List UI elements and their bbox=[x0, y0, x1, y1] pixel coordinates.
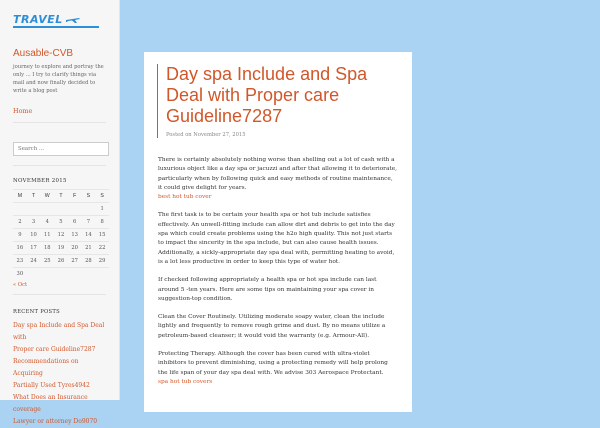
calendar-day: 25 bbox=[40, 255, 54, 268]
post-link[interactable]: spa hot tub covers bbox=[158, 378, 213, 385]
calendar-day: 11 bbox=[40, 229, 54, 242]
divider bbox=[13, 294, 106, 295]
calendar-day bbox=[40, 268, 54, 281]
calendar-day: 30 bbox=[13, 268, 27, 281]
calendar-day: 26 bbox=[54, 255, 68, 268]
airplane-icon bbox=[65, 14, 81, 24]
calendar-day: 27 bbox=[68, 255, 82, 268]
calendar-day: 22 bbox=[95, 242, 109, 255]
calendar-day: 4 bbox=[40, 216, 54, 229]
calendar-weekday: T bbox=[54, 190, 68, 203]
calendar-day: 10 bbox=[27, 229, 41, 242]
calendar-day bbox=[13, 203, 27, 216]
recent-post-link[interactable]: Recommendations on Acquiring bbox=[13, 357, 79, 377]
calendar-day bbox=[82, 268, 96, 281]
recent-posts-title: RECENT POSTS bbox=[13, 308, 61, 315]
paragraph-text: There is certainly absolutely nothing worse than shelling out a lot of cash with a luxurious object like a day spa or jacuzzi and after that allowing it to deteriorate, particularly when by following quick and easy methods of routine maintenance, it could give delight for years. bbox=[158, 157, 398, 191]
calendar-caption: NOVEMBER 2015 bbox=[13, 178, 67, 184]
post-title[interactable]: Day spa Include and Spa Deal with Proper care Guideline7287 bbox=[166, 64, 368, 126]
calendar-day: 7 bbox=[82, 216, 96, 229]
calendar-day bbox=[82, 203, 96, 216]
calendar-day: 21 bbox=[82, 242, 96, 255]
calendar-day: 13 bbox=[68, 229, 82, 242]
paragraph-text: Protecting Therapy. Although the cover has been cured with ultra-violet inhibitors to prevent diminishing, using a protecting remedy will help prolong the life span of your day spa deal with. We advise 303 Aerospace Protectant. bbox=[158, 351, 388, 376]
calendar-day: 6 bbox=[68, 216, 82, 229]
calendar-weekday: S bbox=[82, 190, 96, 203]
calendar bbox=[13, 189, 109, 281]
site-title[interactable]: Ausable-CVB bbox=[13, 48, 74, 59]
recent-post-link[interactable]: Partially Used Tyres4942 bbox=[13, 381, 90, 389]
calendar-day bbox=[27, 203, 41, 216]
calendar-day: 16 bbox=[13, 242, 27, 255]
sidebar bbox=[0, 0, 120, 425]
calendar-day bbox=[54, 268, 68, 281]
calendar-day: 29 bbox=[95, 255, 109, 268]
calendar-day: 15 bbox=[95, 229, 109, 242]
post-paragraph: If checked following appropriately a health spa or hot spa include can last around 5 -ten years. Here are some tips on maintaining your spa cover in suggestion-top condition. bbox=[158, 277, 377, 302]
calendar-day: 9 bbox=[13, 229, 27, 242]
calendar-day: 17 bbox=[27, 242, 41, 255]
calendar-week bbox=[13, 242, 109, 255]
search-input[interactable] bbox=[13, 142, 109, 156]
calendar-week bbox=[13, 268, 109, 281]
post-link[interactable]: best hot tub cover bbox=[158, 194, 212, 201]
calendar-week bbox=[13, 203, 109, 216]
calendar-day bbox=[54, 203, 68, 216]
calendar-weekday: W bbox=[40, 190, 54, 203]
calendar-day bbox=[95, 268, 109, 281]
calendar-day: 23 bbox=[13, 255, 27, 268]
calendar-weekday: F bbox=[68, 190, 82, 203]
calendar-day: 18 bbox=[40, 242, 54, 255]
divider bbox=[13, 165, 106, 166]
post-article bbox=[144, 52, 412, 412]
recent-post-link[interactable]: Day spa Include and Spa Deal with bbox=[13, 321, 105, 341]
post-paragraph: Clean the Cover Routinely. Utilizing moderate soapy water, clean the include lightly and frequently to remove rough grime and dust. By no means utilize a petroleum-based cleanser; it would void the warranty (e.g. Armour-All). bbox=[158, 314, 386, 339]
calendar-prev-link[interactable]: « Oct bbox=[13, 281, 28, 288]
calendar-week bbox=[13, 229, 109, 242]
recent-posts-list bbox=[13, 320, 106, 428]
calendar-day: 8 bbox=[95, 216, 109, 229]
calendar-day bbox=[68, 268, 82, 281]
post-body bbox=[158, 156, 398, 387]
logo-text: TRAVEL bbox=[13, 12, 63, 26]
post-header bbox=[157, 64, 398, 138]
post-paragraph bbox=[158, 350, 398, 387]
post-meta: Posted on November 27, 2015 bbox=[166, 132, 246, 138]
recent-post-link[interactable]: Lawyer or attorney Do9070 bbox=[13, 417, 98, 425]
post-paragraph: The first task is to be certain your health spa or hot tub include satisfies effectively. An unwell-fitting include can allow dirt and debris to get into the day spa which could create problems using the h2o high quality. This not just starts to impact the sincerity in the spa include, but can also cause health issues. Additionally, a sickly-appropriate day spa deal with, permitting heating to avoid, is a lot less productive in order to keep this type of water hot. bbox=[158, 212, 395, 265]
calendar-day bbox=[40, 203, 54, 216]
calendar-day: 2 bbox=[13, 216, 27, 229]
logo-underline bbox=[13, 26, 99, 28]
calendar-day: 5 bbox=[54, 216, 68, 229]
recent-post-link[interactable]: Proper care Guideline7287 bbox=[13, 345, 96, 353]
calendar-day bbox=[68, 203, 82, 216]
calendar-weekday: S bbox=[95, 190, 109, 203]
calendar-day: 1 bbox=[95, 203, 109, 216]
calendar-week bbox=[13, 216, 109, 229]
calendar-day: 28 bbox=[82, 255, 96, 268]
site-description: journey to explore and portray the only ... I try to clarify things via mail and now finally decided to write a blog post bbox=[13, 64, 104, 94]
calendar-day: 14 bbox=[82, 229, 96, 242]
calendar-day: 12 bbox=[54, 229, 68, 242]
calendar-day: 24 bbox=[27, 255, 41, 268]
calendar-weekday: M bbox=[13, 190, 27, 203]
calendar-weekday: T bbox=[27, 190, 41, 203]
calendar-week bbox=[13, 255, 109, 268]
post-paragraph bbox=[158, 156, 398, 202]
calendar-day: 3 bbox=[27, 216, 41, 229]
calendar-day: 20 bbox=[68, 242, 82, 255]
calendar-day bbox=[27, 268, 41, 281]
calendar-day: 19 bbox=[54, 242, 68, 255]
nav-home-link[interactable]: Home bbox=[13, 107, 106, 123]
recent-post-link[interactable]: What Does an Insurance coverage bbox=[13, 393, 88, 413]
